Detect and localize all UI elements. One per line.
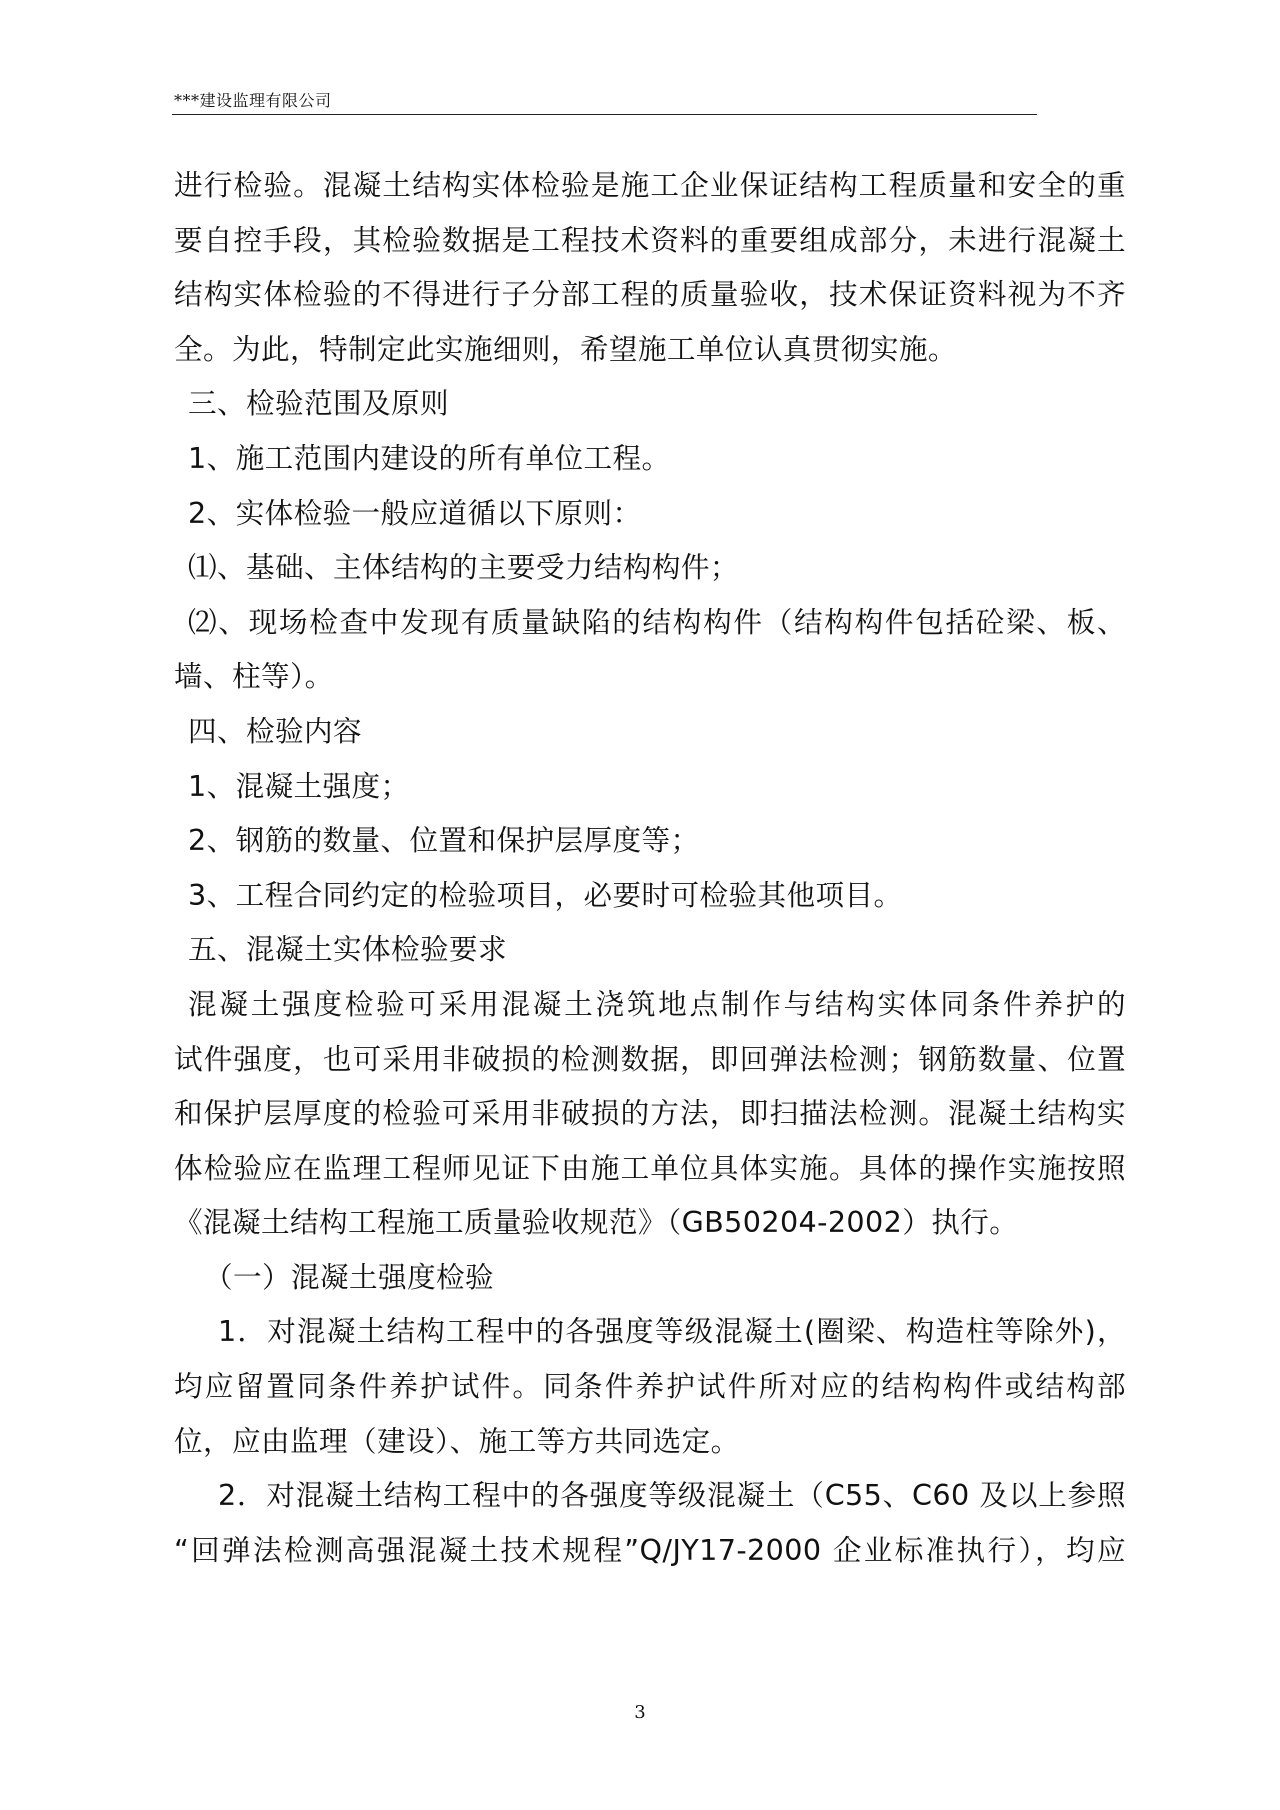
list-item: 2、钢筋的数量、位置和保护层厚度等； [188,823,700,858]
page-number: 3 [634,1702,646,1723]
list-item: ⑵、现场检查中发现有质量缺陷的结构构件（结构构件包括砼梁、板、 [188,604,1126,639]
paragraph-line: 要自控手段，其检验数据是工程技术资料的重要组成部分，未进行混凝土 [174,222,1126,257]
paragraph-line: 1．对混凝土结构工程中的各强度等级混凝土(圈梁、构造柱等除外)， [218,1314,1126,1349]
section-heading: 三、检验范围及原则 [188,386,449,421]
paragraph-line: 均应留置同条件养护试件。同条件养护试件所对应的结构构件或结构部 [174,1369,1126,1404]
paragraph-line: 体检验应在监理工程师见证下由施工单位具体实施。具体的操作实施按照 [174,1150,1126,1185]
paragraph-line: 位，应由监理（建设）、施工等方共同选定。 [174,1423,740,1458]
list-item: 1、混凝土强度； [188,768,410,803]
paragraph-line: 《混凝土结构工程施工质量验收规范》（GB50204-2002）执行。 [174,1205,1019,1240]
sub-heading: （一）混凝土强度检验 [204,1259,494,1294]
paragraph-line: 试件强度，也可采用非破损的检测数据，即回弹法检测；钢筋数量、位置 [174,1041,1126,1076]
list-item: 3、工程合同约定的检验项目，必要时可检验其他项目。 [188,877,903,912]
section-heading: 四、检验内容 [188,713,362,748]
paragraph-line: 2．对混凝土结构工程中的各强度等级混凝土（C55、C60 及以上参照 [218,1478,1126,1513]
paragraph-line: 混凝土强度检验可采用混凝土浇筑地点制作与结构实体同条件养护的 [188,986,1126,1021]
list-item: 1、施工范围内建设的所有单位工程。 [188,440,671,475]
list-item: 2、实体检验一般应道循以下原则： [188,495,642,530]
paragraph-line: 全。为此，特制定此实施细则，希望施工单位认真贯彻实施。 [174,331,957,366]
list-item: ⑴、基础、主体结构的主要受力结构构件； [188,550,739,585]
company-name: ***建设监理有限公司 [174,91,332,110]
paragraph-line: “回弹法检测高强混凝土技术规程”Q/JY17-2000 企业标准执行），均应 [174,1532,1126,1567]
paragraph-line: 和保护层厚度的检验可采用非破损的方法，即扫描法检测。混凝土结构实 [174,1096,1126,1131]
page-header [172,90,1037,115]
section-heading: 五、混凝土实体检验要求 [188,932,507,967]
paragraph-line: 进行检验。混凝土结构实体检验是施工企业保证结构工程质量和安全的重 [174,168,1126,202]
document-body [174,162,1126,1581]
paragraph-line: 结构实体检验的不得进行子分部工程的质量验收，技术保证资料视为不齐 [174,277,1126,312]
paragraph-line: 墙、柱等）。 [174,659,334,694]
